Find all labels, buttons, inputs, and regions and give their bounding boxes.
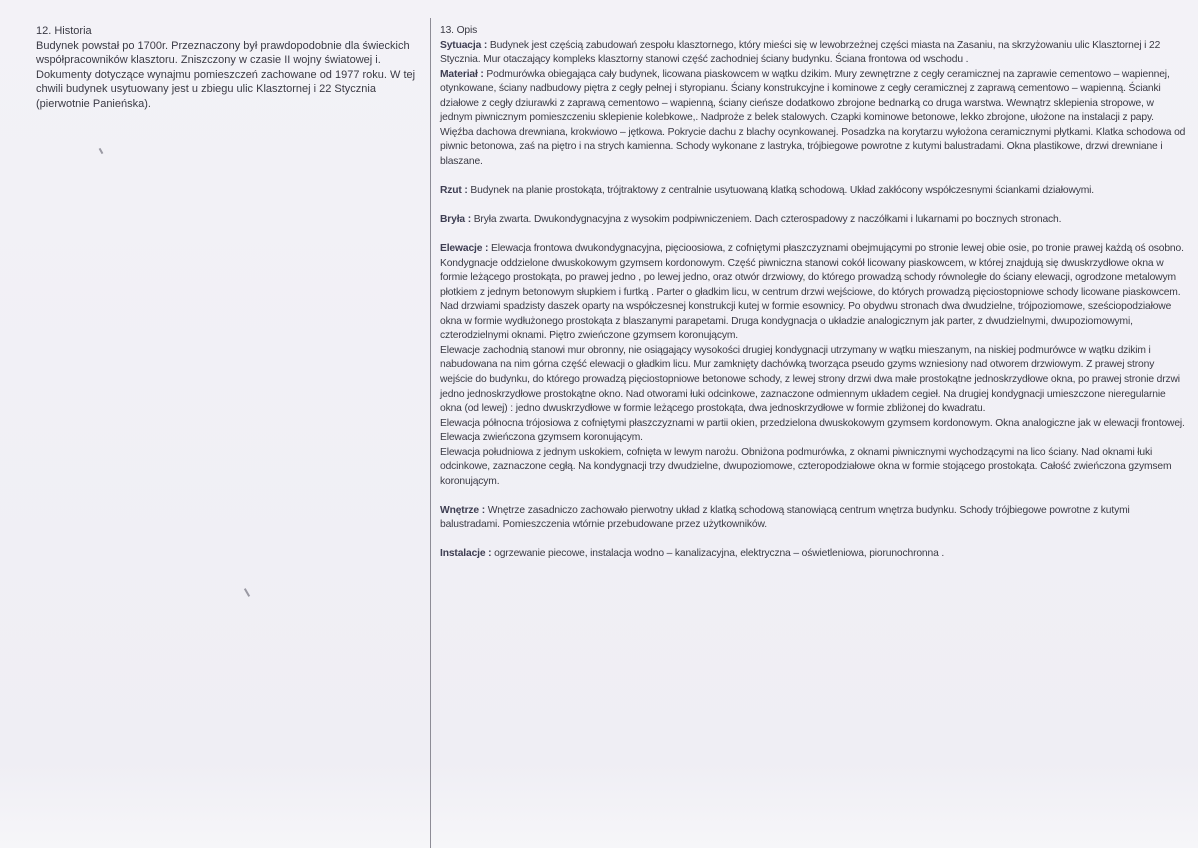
instalacje-paragraph: [440, 547, 1188, 562]
history-heading: 12. Historia: [36, 25, 92, 37]
elewacje-label: Elewacje :: [440, 243, 489, 255]
column-divider: [430, 18, 431, 848]
rzut-label: Rzut :: [440, 184, 468, 196]
elewacje-section: [440, 242, 1188, 489]
instalacje-label: Instalacje :: [440, 548, 492, 560]
description-section: [440, 24, 1188, 577]
sytuacja-label: Sytuacja :: [440, 39, 488, 51]
material-paragraph: [440, 68, 1188, 170]
sytuacja-text: Budynek jest częścią zabudowań zespołu klasztornego, który mieści się w lewobrzeżnej części miasta na Zasaniu, na skrzyżowaniu ulic Klasztornej i 22 Stycznia. Mur otaczający kompleks klasztorny stanowi część zachodniej ściany budynku. Ściana frontowa od wschodu .: [440, 39, 1161, 66]
material-label: Materiał :: [440, 68, 484, 80]
instalacje-text: ogrzewanie piecowe, instalacja wodno – kanalizacyjna, elektryczna – oświetleniowa, piorunochronna .: [491, 548, 945, 560]
history-section: [36, 24, 431, 112]
elewacje-zachodnia: Elewacje zachodnią stanowi mur obronny, nie osiągający wysokości drugiej kondygnacji utrzymany w wątku mieszanym, na niskiej podmurówce w wątku dzikim i nabudowana na nim górna część elewacji o gładkim licu. Mur zamknięty dachówką tworząca pseudo gzyms wzniesiony nad otworem drzwiowym. Z prawej strony wejście do budynku, do którego prowadzą pięciostopniowe betonowe schody, z lewej strony drzwi dwa małe prostokątne jednoskrzydłowe okna, po prawej stronie drzwi jedno jednoskrzydłowe prostokątne okno. Nad otworami łuki odcinkowe, zaznaczone odmiennym układem cegieł. Na drugiej kondygnacji umieszczone nieregularnie okna (od lewej) : jedno dwuskrzydłowe w formie leżącego prostokąta, dwa jednoskrzydłowe w formie zbliżonej do kwadratu.: [440, 344, 1180, 415]
scan-speck: [99, 148, 104, 154]
sytuacja-paragraph: [440, 39, 1188, 68]
elewacje-polnocna: Elewacja północna trójosiowa z cofniętymi płaszczyznami w partii okien, przedzielona dwuskokowym gzymsem kordonowym. Okna analogiczne jak w elewacji frontowej. Elewacja zwieńczona gzymsem koronującym.: [440, 417, 1185, 444]
rzut-text: Budynek na planie prostokąta, trójtraktowy z centralnie usytuowaną klatką schodową. Układ zakłócony współczesnymi ściankami działowymi.: [467, 184, 1095, 196]
description-heading: 13. Opis: [440, 25, 478, 36]
bryla-paragraph: [440, 213, 1188, 228]
material-text: Podmurówka obiegająca cały budynek, licowana piaskowcem w wątku dzikim. Mury zewnętrzne z cegły ceramicznej na zaprawie cementowo – wapiennej, otynkowane, ściany nadbudowy piętra z cegły pełnej i styropianu. Ściany konstrukcyjne i kominowe z cegły ceramicznej z zaprawą cementowo – wapienną. Ścianki działowe z cegły dziurawki z zaprawą cementowo – wapienną, ściany cieńsze dodatkowo zbrojone bednarką co druga warstwa. Wewnątrz sklepienia stropowe, w jednym piwnicznym pomieszczeniu sklepienie kolebkowe,. Nadproże z belek stalowych. Czapki kominowe betonowe, lekko zbrojone, ułożone na instalacji z papy. Więźba dachowa drewniana, krokwiowo – jętkowa. Pokrycie dachu z blachy ocynkowanej. Posadzka na korytarzu wyłożona ceramicznymi płytkami. Klatka schodowa od piwnic betonowa, zaś na piętro i na strych kamienna. Schody wykonane z lastryka, trójbiegowe powrotne z kutymi balustradami. Okna plastikowe, drzwi drewniane i blaszane.: [440, 68, 1186, 167]
wnetrze-paragraph: [440, 504, 1188, 533]
wnetrze-label: Wnętrze :: [440, 504, 485, 516]
bryla-text: Bryła zwarta. Dwukondygnacyjna z wysokim podpiwniczeniem. Dach czterospadowy z naczółkami i lukarnami po bocznych stronach.: [471, 214, 1062, 226]
elewacje-frontowa: [440, 242, 1188, 344]
bryla-label: Bryła :: [440, 214, 471, 226]
elewacje-poludniowa: Elewacja południowa z jednym uskokiem, cofnięta w lewym narożu. Obniżona podmurówka, z oknami piwnicznymi wychodzącymi na lico ściany. Nad oknami łuki odcinkowe, zaznaczone cegłą. Na kondygnacji trzy dwudzielne, dwupoziomowe, czteropodziałowe okna w formie stojącego prostokąta. Całość zwieńczona gzymsem koronującym.: [440, 446, 1172, 487]
rzut-paragraph: [440, 184, 1188, 199]
wnetrze-text: Wnętrze zasadniczo zachowało pierwotny układ z klatką schodową stanowiącą centrum wnętrza budynku. Schody trójbiegowe powrotne z kutymi balustradami. Pomieszczenia wtórnie przebudowane przez użytkowników.: [440, 504, 1130, 531]
elewacje-text: Elewacja frontowa dwukondygnacyjna, pięcioosiowa, z cofniętymi płaszczyznami obejmującymi po stronie lewej obie osie, po tronie prawej każdą oś osobno. Kondygnacje oddzielone dwuskokowym gzymsem kordonowym. Część piwniczna stanowi cokół licowany piaskowcem, w której znajdują się dwuskrzydłowe okna w formie leżącego prostokąta, po prawej jedno , po lewej jedno, oraz otwór drzwiowy, do którego prowadzą schody równoległe do ściany elewacji, ogrodzone metalowym płotkiem z jednym betonowym słupkiem i furtką . Parter o gładkim licu, w centrum drzwi wejściowe, do których prowadzą pięciostopniowe schody licowane piaskowcem. Nad drzwiami spadzisty daszek oparty na współczesnej konstrukcji kutej w formie esownicy. Po obydwu stronach dwa dwudzielne, trójpoziomowe, sześciopodziałowe okna w formie wydłużonego prostokąta z blaszanymi parapetami. Druga kondygnacja o układzie analogicznym jak parter, z dwudzielnymi, dwupoziomowymi, czterodzielnymi oknami. Piętro zwieńczone gzymsem koronującym.: [440, 243, 1184, 342]
scan-speck: [244, 588, 250, 597]
history-text: Budynek powstał po 1700r. Przeznaczony był prawdopodobnie dla świeckich współpracowników klasztoru. Zniszczony w czasie II wojny światowej i. Dokumenty dotyczące wynajmu pomieszczeń zachowane od 1977 roku. W tej chwili budynek usytuowany jest u zbiegu ulic Klasztornej i 22 Stycznia (pierwotnie Panieńska).: [36, 39, 416, 110]
